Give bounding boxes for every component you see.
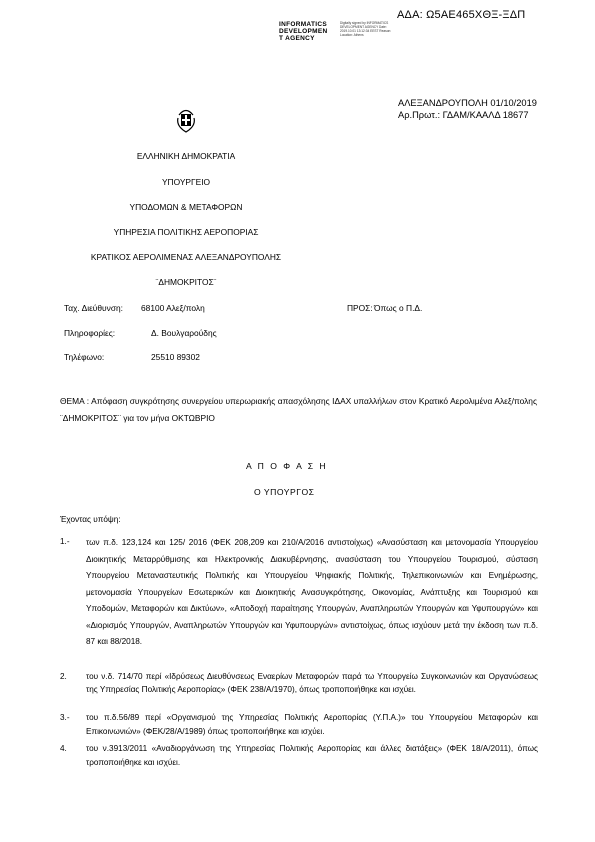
- stamp-details: Digitally signed by INFORMATICS DEVELOPMENT AGENCY Date: 2019.10.01 13:12:34 EEST Reason: Location: Athens: [340, 21, 392, 37]
- protocol-number: Αρ.Πρωτ.: ΓΔΑΜ/ΚΑΑΛΔ 18677: [398, 110, 529, 120]
- header-line-airport-name: ¨ΔΗΜΟΚΡΙΤΟΣ¨: [155, 277, 217, 287]
- item-text: του π.δ.56/89 περί «Οργανισμού της Υπηρεσίας Πολιτικής Αεροπορίας (Υ.Π.Α.)» του Υπουργείου Μεταφορών και Επικοινωνιών» (ΦΕΚ/28/Α/1989) όπως τροποποιήθηκε και ισχύει.: [86, 713, 538, 736]
- item-text: των π.δ. 123,124 και 125/ 2016 (ΦΕΚ 208,209 και 210/Α/2016 αντιστοίχως) «Ανασύσταση και μετονομασία Υπουργείου Διοικητικής Μεταρρύθμισης και Ηλεκτρονικής Διακυβέρνησης, ανασύσταση του Υπουργείου Τουρισμού, σύσταση Υπουργείου Μεταναστευτικής Πολιτικής και Υπουργείου Ψηφιακής Πολιτικής, Τηλεπικοινωνιών και Ενημέρωσης, μετονομασία Υπουργείων Εσωτερικών και Διοικητικής Ανασυγκρότησης, Οικονομίας, Ανάπτυξης και Τουρισμού και Υποδομών, Μεταφορών και Δικτύων», «Αποδοχή παραίτησης Υπουργών, Αναπληρωτών Υπουργών και Υφυπουργών» και «Διορισμός Υπουργών, Αναπληρωτών Υπουργών και Υφυπουργών» αντιστοίχως, όπως ισχύουν μετά την έκδοση των π.δ. 87 και 88/2018.: [86, 538, 538, 646]
- address-label: Ταχ. Διεύθυνση:: [64, 303, 123, 313]
- item-number: 2.: [60, 672, 67, 681]
- recipient-label: ΠΡΟΣ:: [347, 303, 373, 313]
- phone-value: 25510 89302: [151, 352, 200, 362]
- minister-heading: Ο ΥΠΟΥΡΓΟΣ: [254, 487, 315, 497]
- item-number: 3.-: [60, 713, 70, 722]
- subject-paragraph: ΘΕΜΑ : Απόφαση συγκρότησης συνεργείου υπερωριακής απασχόλησης ΙΔΑΧ υπαλλήλων στον Κρατικό Αερολιμένα Αλεξ/πολης ¨ΔΗΜΟΚΡΙΤΟΣ¨ για τον μήνα ΟΚΤΩΒΡΙΟ: [60, 396, 537, 423]
- stamp-line-1: INFORMATICS: [279, 21, 327, 28]
- stamp-line-2: DEVELOPMEN: [279, 28, 328, 35]
- info-value: Δ. Βουλγαρούδης: [151, 328, 217, 338]
- phone-label: Τηλέφωνο:: [64, 352, 105, 362]
- recipient-value: Όπως ο Π.Δ.: [374, 303, 423, 313]
- decision-title: Α Π Ο Φ Α Σ Η: [246, 461, 328, 471]
- info-label: Πληροφορίες:: [64, 328, 116, 338]
- address-value: 68100 Αλεξ/πολη: [141, 303, 205, 313]
- having-regard: Έχοντας υπόψη:: [60, 515, 121, 524]
- header-line-republic: ΕΛΛΗΝΙΚΗ ΔΗΜΟΚΡΑΤΙΑ: [136, 151, 236, 161]
- header-line-civil-aviation: ΥΠΗΡΕΣΙΑ ΠΟΛΙΤΙΚΗΣ ΑΕΡΟΠΟΡΙΑΣ: [113, 227, 259, 237]
- stamp-line-3: T AGENCY: [279, 35, 315, 42]
- ada-code: ΑΔΑ: Ω5ΑΕ465ΧΘΞ-ΞΔΠ: [397, 9, 526, 21]
- item-text: του ν.δ. 714/70 περί «Ιδρύσεως Διευθύνσεως Εναερίων Μεταφορών παρά τω Υπουργείω Συγκοινωνιών και Οργανώσεως της Υπηρεσίας Πολιτικής Αεροπορίας» (ΦΕΚ 238/Α/1970), όπως τροποποιήθηκε και ισχύει.: [86, 672, 538, 694]
- document-date: ΑΛΕΞΑΝΔΡΟΥΠΟΛΗ 01/10/2019: [398, 98, 537, 108]
- header-line-ministry: ΥΠΟΥΡΓΕΙΟ: [161, 177, 211, 187]
- greek-emblem-icon: [174, 106, 198, 134]
- header-line-infrastructure: ΥΠΟΔΟΜΩΝ & ΜΕΤΑΦΟΡΩΝ: [129, 202, 243, 212]
- header-line-airport: ΚΡΑΤΙΚΟΣ ΑΕΡΟΛΙΜΕΝΑΣ ΑΛΕΞΑΝΔΡΟΥΠΟΛΗΣ: [90, 252, 282, 262]
- item-text: του ν.3913/2011 «Αναδιοργάνωση της Υπηρεσίας Πολιτικής Αεροπορίας και άλλες διατάξεις» (ΦΕΚ 18/Α/2011), όπως τροποποιήθηκε και ισχύει.: [86, 744, 538, 767]
- item-number: 4.: [60, 744, 67, 753]
- item-number: 1.-: [60, 537, 70, 546]
- signature-stamp: [279, 21, 339, 42]
